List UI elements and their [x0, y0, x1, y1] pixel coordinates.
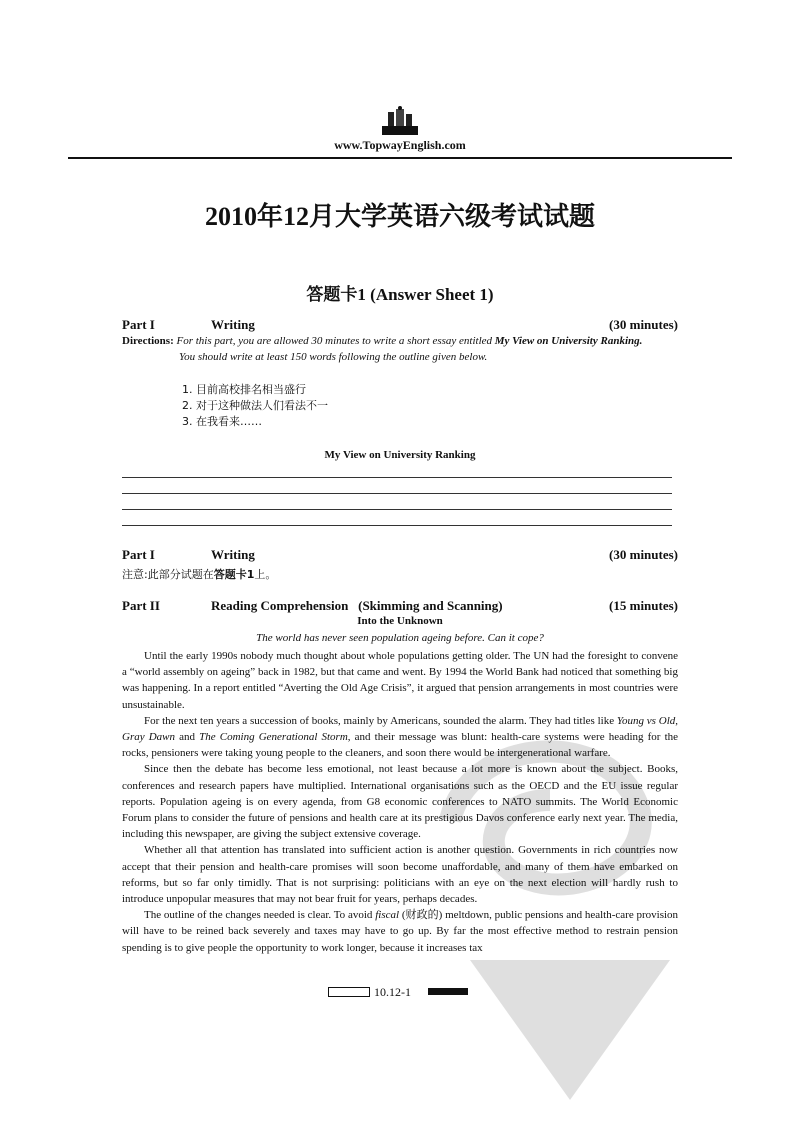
header-divider [68, 157, 732, 159]
directions-text-2: You should write at least 150 words following the outline given below. [179, 351, 488, 363]
paragraph [122, 907, 678, 956]
passage-tagline: The world has never seen population ageing before. Can it cope? [256, 632, 544, 644]
book-title: The Coming Generational Storm [199, 731, 348, 744]
site-url[interactable]: www.TopwayEnglish.com [334, 138, 466, 152]
outline [182, 382, 328, 430]
book-title: Gray Dawn [122, 731, 176, 744]
directions-text: For this part, you are allowed 30 minutes to write a short essay entitled [176, 335, 493, 347]
answer-line[interactable] [122, 477, 672, 478]
part-label: Part I [122, 317, 155, 332]
part-label: Part I [122, 547, 155, 562]
text: The outline of the changes needed is clear. To avoid [144, 909, 373, 922]
part1b-heading [122, 547, 678, 565]
book-title: Young vs Old [616, 714, 676, 727]
gloss: (财政的) [401, 909, 443, 922]
part-label: Part II [122, 598, 160, 613]
paragraph: Until the early 1990s nobody much thought about whole populations getting older. The UN had the foresight to convene a “world assembly on ageing” back in 1982, but that came and went. By 1994 the World Bank had noticed that something big was happening. In a report entitled “Averting the Old Age Crisis”, it argued that pension arrangements in most countries were unsustainable. [122, 650, 678, 711]
footer-box [328, 987, 370, 997]
note-prefix: 注意:此部分试题在 [122, 568, 214, 581]
answer-line[interactable] [122, 509, 672, 510]
directions [122, 335, 682, 347]
outline-item: 1. 目前高校排名相当盛行 [182, 383, 306, 396]
text: meltdown, public pensions and health-care provision will have to be reined back severely and taxes may have to go up. By far the most effective method to restrain pension spending is to give people the opportunity to work longer, because it increases tax [122, 909, 679, 954]
passage-title: Into the Unknown [357, 615, 443, 627]
page-number: 10.12-1 [374, 985, 411, 999]
part-name: Writing [211, 547, 255, 562]
text: , [675, 714, 678, 727]
text: For the next ten years a succession of books, mainly by Americans, sounded the alarm. They had titles like [144, 714, 615, 727]
page-title: 2010年12月大学英语六级考试试题 [204, 202, 595, 231]
part-minutes: (30 minutes) [609, 547, 678, 562]
directions-label: Directions: [122, 335, 174, 347]
answer-line[interactable] [122, 493, 672, 494]
passage-body [122, 648, 678, 956]
answer-sheet-heading: 答题卡1 (Answer Sheet 1) [306, 285, 494, 304]
answer-note [122, 566, 276, 582]
part-name: Writing [211, 317, 255, 332]
part-minutes: (30 minutes) [609, 317, 678, 332]
outline-item: 3. 在我看来…… [182, 415, 262, 428]
footer-bar [428, 988, 468, 995]
text: , and their message was blunt: health-care systems were heading for the rocks, pensioners were taking young people to the cleaners, and soon there would be intergenerational warfare. [122, 731, 679, 760]
topway-logo [380, 106, 420, 138]
essay-title: My View on University Ranking [324, 449, 476, 461]
note-suffix: 上。 [254, 568, 277, 581]
part2-heading [122, 598, 678, 616]
essay-topic: My View on University Ranking. [494, 335, 643, 347]
part1-heading [122, 317, 678, 335]
paragraph: Whether all that attention has translated into sufficient action is another question. Governments in rich countries now accept that their pension and health-care promises will soon become unaffordable, and many of them have embarked on reforms, but so far only timidly. That is not surprising: politicians with an eye on the next election will hardly rush to introduce unpopular measures that may not bear fruit for years, perhaps decades. [122, 844, 678, 906]
outline-item: 2. 对于这种做法人们看法不一 [182, 399, 328, 412]
note-bold: 答题卡1 [213, 568, 255, 581]
paragraph: Since then the debate has become less emotional, not least because a lot more is known about the subject. Books, conferences and research papers have multiplied. International organisations such as the OECD and the EU issue regular reports. Population ageing is on every agenda, from G8 economic conferences to NATO summits. The World Economic Forum plans to consider the future of pensions and health care at its prestigious Davos conference early next year. The media, including this newspaper, are giving the subject extensive coverage. [122, 763, 678, 841]
part-minutes: (15 minutes) [609, 598, 678, 613]
text: and [179, 731, 196, 744]
term: fiscal [375, 909, 400, 922]
answer-line[interactable] [122, 525, 672, 526]
part-name: Reading Comprehension (Skimming and Scanning) [211, 598, 503, 613]
page-footer [328, 985, 478, 999]
paragraph [122, 713, 678, 762]
